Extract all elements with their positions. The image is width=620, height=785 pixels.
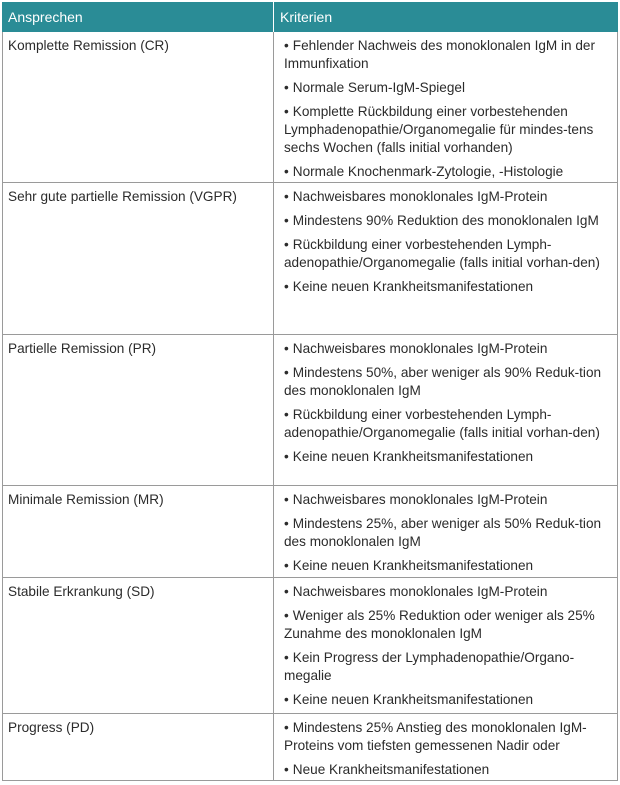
table-row — [2, 486, 618, 578]
response-label: Sehr gute partielle Remission (VGPR) — [8, 189, 237, 204]
column-divider — [273, 183, 274, 334]
bullet-icon: • — [284, 164, 289, 179]
column-divider — [273, 714, 274, 780]
criteria-item: • Kein Progress der Lymphadenopathie/Organo-megalie — [284, 650, 575, 683]
criteria-item: • Mindestens 25%, aber weniger als 50% Reduk-tion des monoklonalen IgM — [284, 516, 602, 549]
bullet-icon: • — [284, 189, 289, 204]
bullet-icon: • — [284, 80, 289, 95]
bullet-icon: • — [284, 237, 289, 252]
column-divider — [273, 32, 274, 182]
criteria-item: • Nachweisbares monoklonales IgM-Protein — [284, 341, 548, 356]
bullet-icon: • — [284, 449, 289, 464]
bullet-icon: • — [284, 104, 289, 119]
criteria-item: • Weniger als 25% Reduktion oder weniger als 25% Zunahme des monoklonalen IgM — [284, 608, 595, 641]
criteria-list — [284, 719, 602, 785]
bullet-icon: • — [284, 584, 289, 599]
table-row — [2, 714, 618, 781]
criteria-list — [284, 340, 602, 472]
column-divider — [273, 486, 274, 577]
criteria-item: • Keine neuen Krankheitsmanifestationen — [284, 692, 534, 707]
bullet-icon: • — [284, 341, 289, 356]
criteria-list — [284, 37, 602, 187]
bullet-icon: • — [284, 692, 289, 707]
header-criteria: Kriterien — [280, 9, 333, 25]
criteria-item: • Fehlender Nachweis des monoklonalen IgM in der Immunfixation — [284, 38, 596, 71]
bullet-icon: • — [284, 407, 289, 422]
criteria-item: • Normale Knochenmark-Zytologie, -Histologie — [284, 164, 564, 179]
criteria-item: • Keine neuen Krankheitsmanifestationen — [284, 449, 534, 464]
bullet-icon: • — [284, 365, 289, 380]
criteria-list — [284, 583, 602, 715]
bullet-icon: • — [284, 608, 289, 623]
bullet-icon: • — [284, 38, 289, 53]
bullet-icon: • — [284, 213, 289, 228]
bullet-icon: • — [284, 558, 289, 573]
criteria-item: • Keine neuen Krankheitsmanifestationen — [284, 279, 534, 294]
table-row — [2, 578, 618, 714]
bullet-icon: • — [284, 650, 289, 665]
response-label: Komplette Remission (CR) — [8, 38, 169, 53]
table-row — [2, 335, 618, 486]
criteria-list — [284, 491, 602, 581]
criteria-item: • Mindestens 25% Anstieg des monoklonalen IgM-Proteins vom tiefsten gemessenen Nadir oder — [284, 720, 587, 753]
column-divider — [273, 578, 274, 713]
bullet-icon: • — [284, 762, 289, 777]
bullet-icon: • — [284, 492, 289, 507]
criteria-item: • Normale Serum-IgM-Spiegel — [284, 80, 466, 95]
column-divider — [273, 335, 274, 485]
table-header — [2, 2, 618, 32]
response-label: Partielle Remission (PR) — [8, 341, 157, 356]
table-row — [2, 183, 618, 335]
criteria-item: • Rückbildung einer vorbestehenden Lymph-adenopathie/Organomegalie (falls initial vorhan-den) — [284, 237, 600, 270]
response-criteria-table — [2, 2, 618, 781]
bullet-icon: • — [284, 720, 289, 735]
response-label: Progress (PD) — [8, 720, 95, 735]
criteria-item: • Neue Krankheitsmanifestationen — [284, 762, 490, 777]
criteria-item: • Rückbildung einer vorbestehenden Lymph-adenopathie/Organomegalie (falls initial vorhan-den) — [284, 407, 600, 440]
table-row — [2, 32, 618, 183]
criteria-item: • Mindestens 50%, aber weniger als 90% Reduk-tion des monoklonalen IgM — [284, 365, 602, 398]
criteria-item: • Mindestens 90% Reduktion des monoklonalen IgM — [284, 213, 599, 228]
criteria-item: • Keine neuen Krankheitsmanifestationen — [284, 558, 534, 573]
response-label: Stabile Erkrankung (SD) — [8, 584, 155, 599]
bullet-icon: • — [284, 279, 289, 294]
bullet-icon: • — [284, 516, 289, 531]
criteria-item: • Nachweisbares monoklonales IgM-Protein — [284, 584, 548, 599]
response-label: Minimale Remission (MR) — [8, 492, 164, 507]
criteria-item: • Nachweisbares monoklonales IgM-Protein — [284, 189, 548, 204]
criteria-item: • Komplette Rückbildung einer vorbestehenden Lymphadenopathie/Organomegalie für mindes-tens sechs Wochen (falls initial vorhanden) — [284, 104, 594, 155]
criteria-item: • Nachweisbares monoklonales IgM-Protein — [284, 492, 548, 507]
header-response: Ansprechen — [8, 9, 83, 25]
criteria-list — [284, 188, 602, 302]
